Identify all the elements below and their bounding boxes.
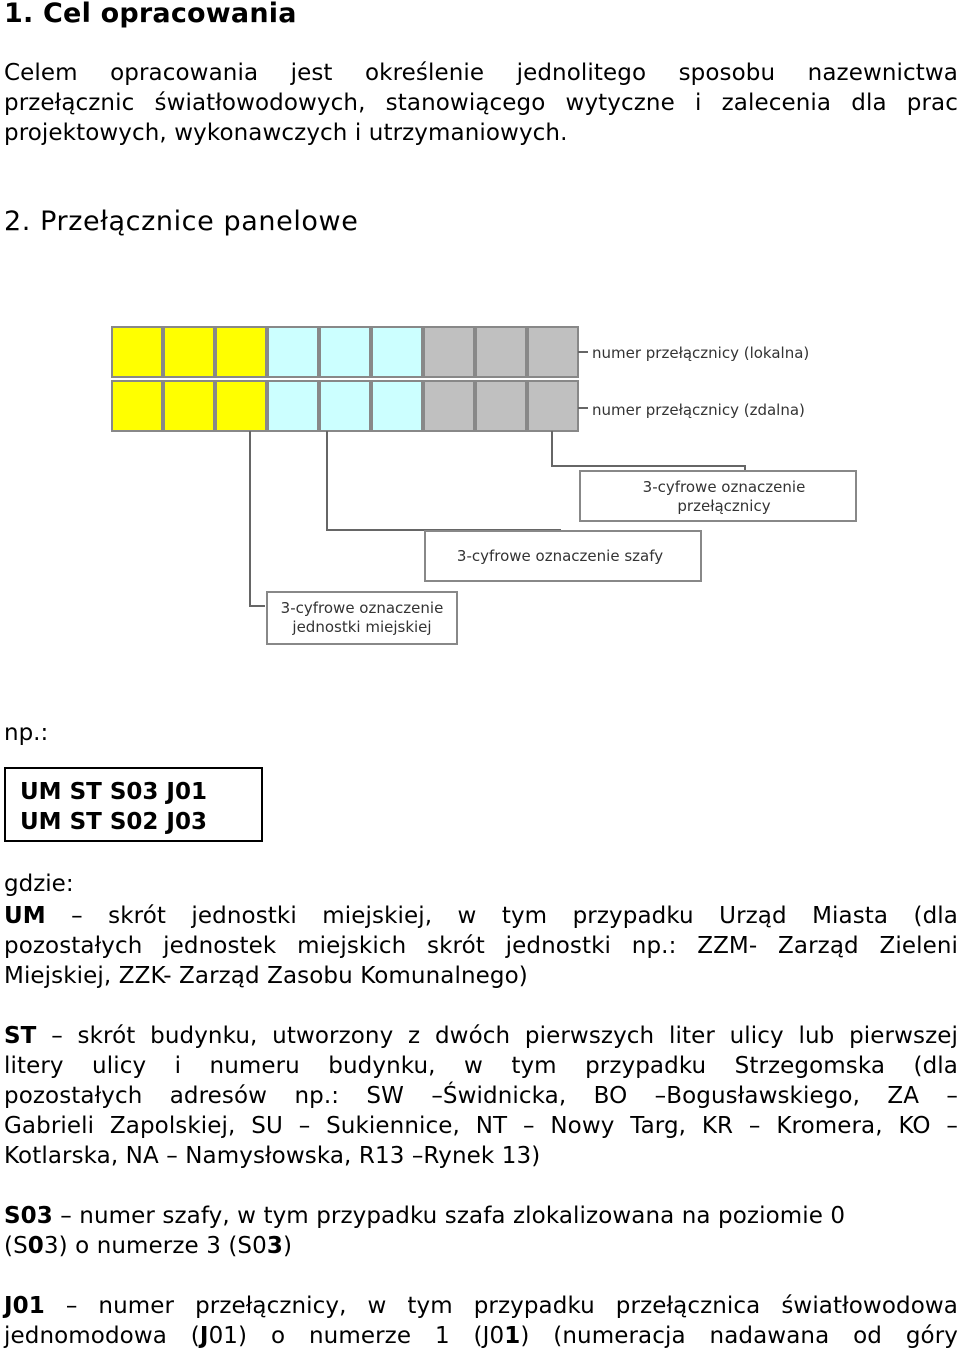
switch-grid [112,327,578,431]
grid-cell-blue [320,327,370,377]
paragraph-line: Celem opracowania jest określenie jednolitego sposobu nazewnictwa [4,60,958,86]
section-1-heading: 1. Cel opracowania [4,0,297,29]
definition-line [4,1021,958,1051]
box-unit-code-line1: 3-cyfrowe oznaczenie [280,599,444,617]
grid-cell-gray [476,381,526,431]
grid-cell-gray [476,327,526,377]
box-unit-code-line2: jednostki miejskiej [292,618,432,636]
definition-text: ) [282,1233,293,1259]
grid-cell-yellow [216,327,266,377]
definition-emphasis: 3 [266,1233,283,1259]
definition-text: – skrót budynku, utworzony z dwóch pierwszych liter ulicy lub pierwszej [36,1023,958,1049]
grid-cell-yellow [112,327,162,377]
paragraph-line: projektowych, wykonawczych i utrzymaniowych. [4,120,568,146]
definition-term: ST [4,1023,37,1049]
definition-um [4,901,958,991]
definition-emphasis: 1 [504,1323,521,1349]
where-label: gdzie: [4,871,74,897]
definition-s03 [4,1201,958,1261]
definition-line: Kotlarska, NA – Namysłowska, R13 –Rynek 13) [4,1143,541,1169]
paragraph-line: przełącznic światłowodowych, stanowiącego wytyczne i zalecenia dla prac [4,90,958,116]
definition-term: J01 [4,1293,45,1319]
definition-term: S03 [4,1203,53,1229]
definition-line: pozostałych jednostek miejskich skrót jednostki np.: ZZM- Zarząd Zieleni [4,933,958,959]
label-local-switch-number: numer przełącznicy (lokalna) [592,344,810,362]
definition-line: pozostałych adresów np.: SW –Świdnicka, BO –Bogusławskiego, ZA – [4,1083,958,1109]
definition-text: – numer szafy, w tym przypadku szafa zlokalizowana na poziomie 0 [52,1203,846,1229]
grid-cell-yellow [164,327,214,377]
label-remote-switch-number: numer przełącznicy (zdalna) [592,401,805,419]
grid-cell-blue [372,381,422,431]
definition-text: 01) o numerze 1 (J0 [208,1323,505,1349]
grid-cell-gray [528,381,578,431]
definition-text: ) (numeracja nadawana od góry [520,1323,958,1349]
example-code: UM ST S03 J01 [20,779,207,805]
section-1-paragraph [4,58,958,148]
example-codes-box [4,767,263,842]
grid-cell-gray [424,327,474,377]
grid-cell-gray [528,327,578,377]
grid-cell-blue [372,327,422,377]
example-label: np.: [4,720,49,746]
definition-line: Gabrieli Zapolskiej, SU – Sukiennice, NT – Nowy Targ, KR – Kromera, KO – [4,1113,958,1139]
definition-st [4,1021,958,1171]
connector-cabinet [327,431,560,531]
definition-line [4,901,958,931]
definition-j01 [4,1291,958,1351]
definition-text: – skrót jednostki miejskiej, w tym przypadku Urząd Miasta (dla [45,903,958,929]
box-cabinet-code-label: 3-cyfrowe oznaczenie szafy [456,547,664,565]
definition-line: Miejskiej, ZZK- Zarząd Zasobu Komunalnego) [4,963,528,989]
definition-emphasis: 0 [27,1233,44,1259]
naming-diagram [0,260,960,660]
grid-cell-yellow [112,381,162,431]
grid-cell-blue [268,381,318,431]
connector-unit [250,431,265,606]
grid-cell-blue [320,381,370,431]
definition-line [4,1201,958,1231]
definition-line [4,1231,958,1261]
definition-text: – numer przełącznicy, w tym przypadku przełącznica światłowodowa [44,1293,958,1319]
definition-line [4,1321,958,1351]
grid-cell-yellow [164,381,214,431]
definition-text: jednomodowa ( [4,1323,200,1349]
definition-text: (S [4,1233,28,1259]
connector-switch [552,431,745,471]
grid-cell-gray [424,381,474,431]
definition-emphasis: J [199,1323,209,1349]
section-2-heading: 2. Przełącznice panelowe [4,206,359,237]
grid-cell-yellow [216,381,266,431]
definition-line [4,1291,958,1321]
box-switch-code-line1: 3-cyfrowe oznaczenie [642,478,806,496]
definition-line: litery ulicy i numeru budynku, w tym przypadku Strzegomska (dla [4,1053,958,1079]
example-code: UM ST S02 J03 [20,809,207,835]
definition-text: 3) o numerze 3 (S0 [43,1233,267,1259]
box-switch-code-line2: przełącznicy [677,497,771,515]
grid-cell-blue [268,327,318,377]
definition-term: UM [4,903,46,929]
